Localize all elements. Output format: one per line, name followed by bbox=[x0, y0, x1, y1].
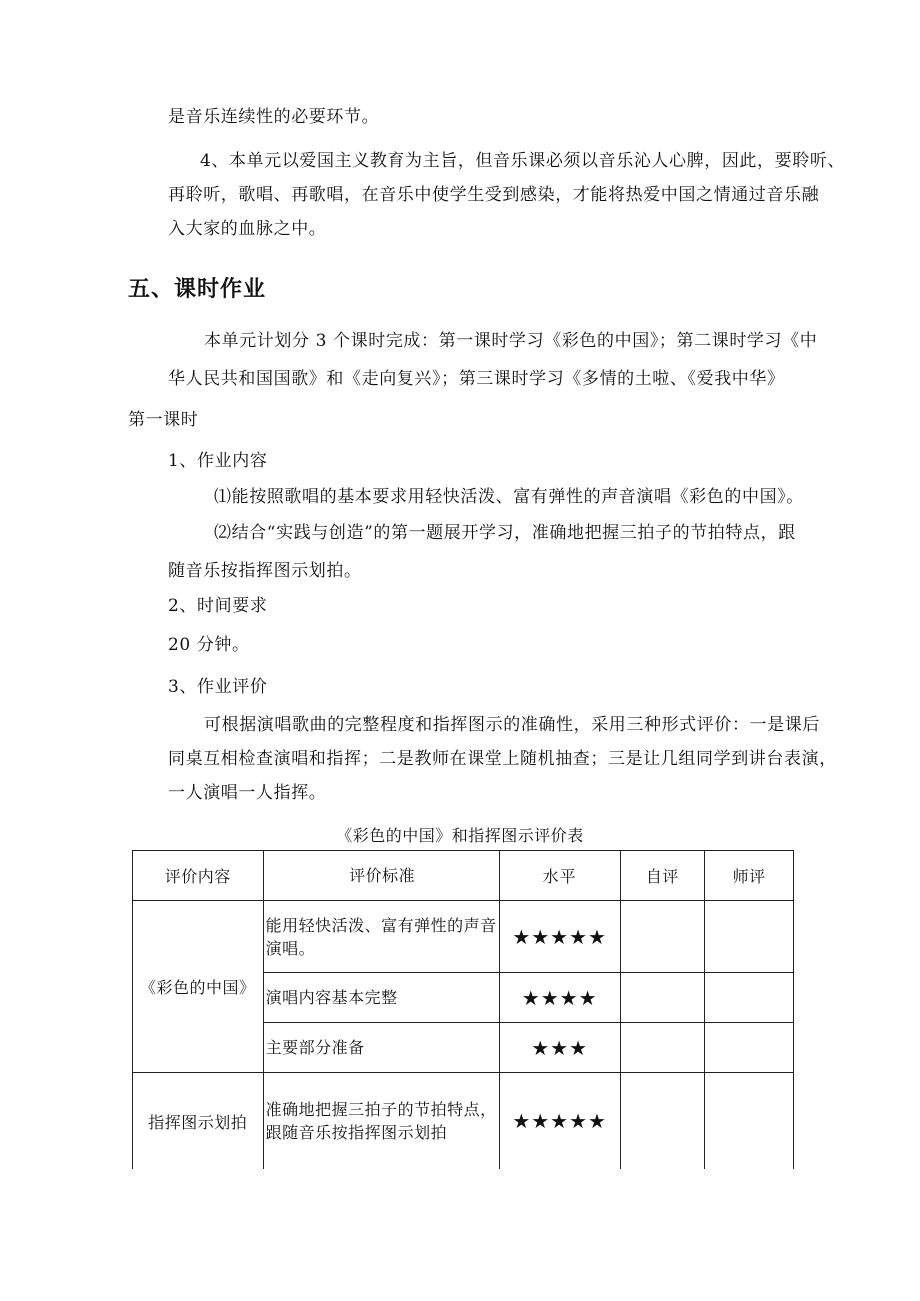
item-title: 3、作业评价 bbox=[168, 677, 268, 697]
level-stars: ★★★★ bbox=[499, 973, 620, 1023]
standard-cell: 演唱内容基本完整 bbox=[263, 973, 499, 1023]
section-title: 五、课时作业 bbox=[128, 277, 267, 302]
paragraph-line: 4、本单元以爱国主义教育为主旨，但音乐课必须以音乐沁人心脾，因此，要聆听、 bbox=[200, 151, 846, 171]
teacher-eval-cell bbox=[705, 973, 794, 1023]
teacher-eval-cell bbox=[705, 901, 794, 973]
item-line: ⑵结合“实践与创造”的第一题展开学习，准确地把握三拍子的节拍特点，跟 bbox=[214, 523, 796, 543]
level-stars: ★★★ bbox=[499, 1023, 620, 1073]
item-value: 20 分钟。 bbox=[168, 635, 250, 655]
table-row bbox=[133, 901, 794, 973]
lesson-label: 第一课时 bbox=[128, 410, 199, 430]
paragraph-line: 入大家的血脉之中。 bbox=[168, 219, 327, 239]
paragraph-line: 一人演唱一人指挥。 bbox=[168, 783, 327, 803]
header-content: 评价内容 bbox=[133, 851, 264, 901]
evaluation-table bbox=[132, 850, 794, 1169]
paragraph-line: 是音乐连续性的必要环节。 bbox=[168, 107, 380, 127]
table-header-row bbox=[133, 851, 794, 901]
paragraph-line: 可根据演唱歌曲的完整程度和指挥图示的准确性，采用三种形式评价：一是课后 bbox=[204, 715, 820, 735]
self-eval-cell bbox=[620, 901, 705, 973]
standard-cell: 主要部分准备 bbox=[263, 1023, 499, 1073]
paragraph-line: 再聆听，歌唱、再歌唱，在音乐中使学生受到感染，才能将热爱中国之情通过音乐融 bbox=[168, 185, 820, 205]
paragraph-line: 本单元计划分 3 个课时完成：第一课时学习《彩色的中国》；第二课时学习《中 bbox=[204, 331, 818, 351]
header-self: 自评 bbox=[620, 851, 705, 901]
item-line: 随音乐按指挥图示划拍。 bbox=[168, 561, 362, 581]
paragraph-line: 同桌互相检查演唱和指挥；二是教师在课堂上随机抽查；三是让几组同学到讲台表演， bbox=[168, 749, 837, 769]
teacher-eval-cell bbox=[705, 1023, 794, 1073]
table-row bbox=[133, 1073, 794, 1170]
teacher-eval-cell bbox=[705, 1073, 794, 1170]
header-standard: 评价标准 bbox=[263, 851, 499, 901]
self-eval-cell bbox=[620, 1023, 705, 1073]
content-cell: 指挥图示划拍 bbox=[133, 1073, 264, 1170]
self-eval-cell bbox=[620, 1073, 705, 1170]
self-eval-cell bbox=[620, 973, 705, 1023]
content-cell: 《彩色的中国》 bbox=[133, 901, 264, 1073]
item-title: 2、时间要求 bbox=[168, 596, 268, 616]
level-stars: ★★★★★ bbox=[499, 901, 620, 973]
standard-cell: 能用轻快活泼、富有弹性的声音演唱。 bbox=[263, 901, 499, 973]
header-teacher: 师评 bbox=[705, 851, 794, 901]
item-line: ⑴能按照歌唱的基本要求用轻快活泼、富有弹性的声音演唱《彩色的中国》。 bbox=[214, 487, 804, 507]
level-stars: ★★★★★ bbox=[499, 1073, 620, 1170]
item-title: 1、作业内容 bbox=[168, 451, 268, 471]
table-caption: 《彩色的中国》和指挥图示评价表 bbox=[336, 826, 584, 845]
paragraph-line: 华人民共和国国歌》和《走向复兴》；第三课时学习《多情的土啦、《爱我中华》 bbox=[168, 369, 785, 389]
header-level: 水平 bbox=[499, 851, 620, 901]
standard-cell: 准确地把握三拍子的节拍特点，跟随音乐按指挥图示划拍 bbox=[263, 1073, 499, 1170]
